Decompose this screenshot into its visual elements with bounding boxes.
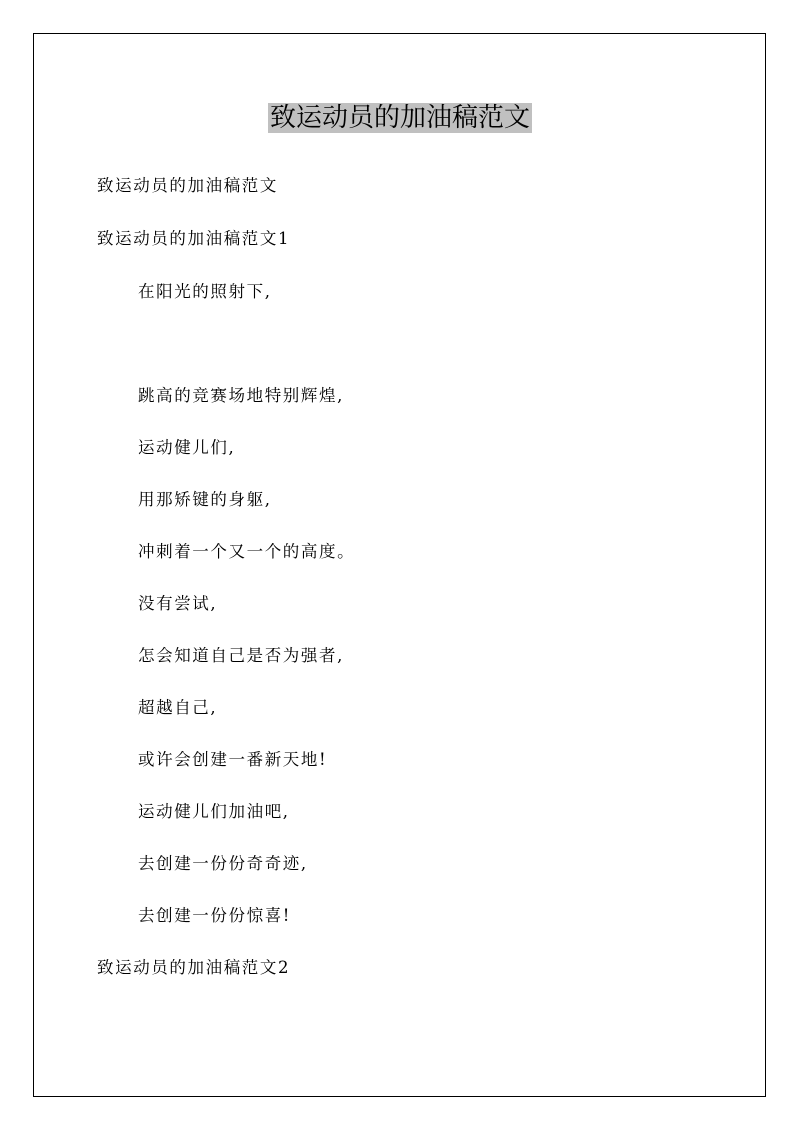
paragraph-line: 跳高的竞赛场地特别辉煌,: [138, 386, 344, 405]
paragraph-line: 去创建一份份奇奇迹,: [138, 854, 308, 873]
paragraph-line: 怎会知道自己是否为强者,: [138, 646, 344, 665]
paragraph-line: 运动健儿们加油吧,: [138, 802, 290, 821]
paragraph-line: 或许会创建一番新天地!: [138, 750, 328, 769]
section-heading-2: 致运动员的加油稿范文2: [97, 958, 291, 977]
heading-line: 致运动员的加油稿范文: [97, 176, 278, 195]
section-heading-1: 致运动员的加油稿范文1: [97, 229, 291, 248]
document-title-text: 致运动员的加油稿范文: [269, 103, 530, 133]
paragraph-line: 超越自己,: [138, 698, 218, 717]
paragraph-line: 冲刺着一个又一个的高度。: [138, 542, 356, 561]
paragraph-line: 去创建一份份惊喜!: [138, 906, 292, 925]
document-title: [0, 98, 800, 138]
paragraph-line: 在阳光的照射下,: [138, 282, 272, 301]
paragraph-line: 没有尝试,: [138, 594, 218, 613]
paragraph-line: 运动健儿们,: [138, 438, 236, 457]
paragraph-line: 用那矫键的身躯,: [138, 490, 272, 509]
